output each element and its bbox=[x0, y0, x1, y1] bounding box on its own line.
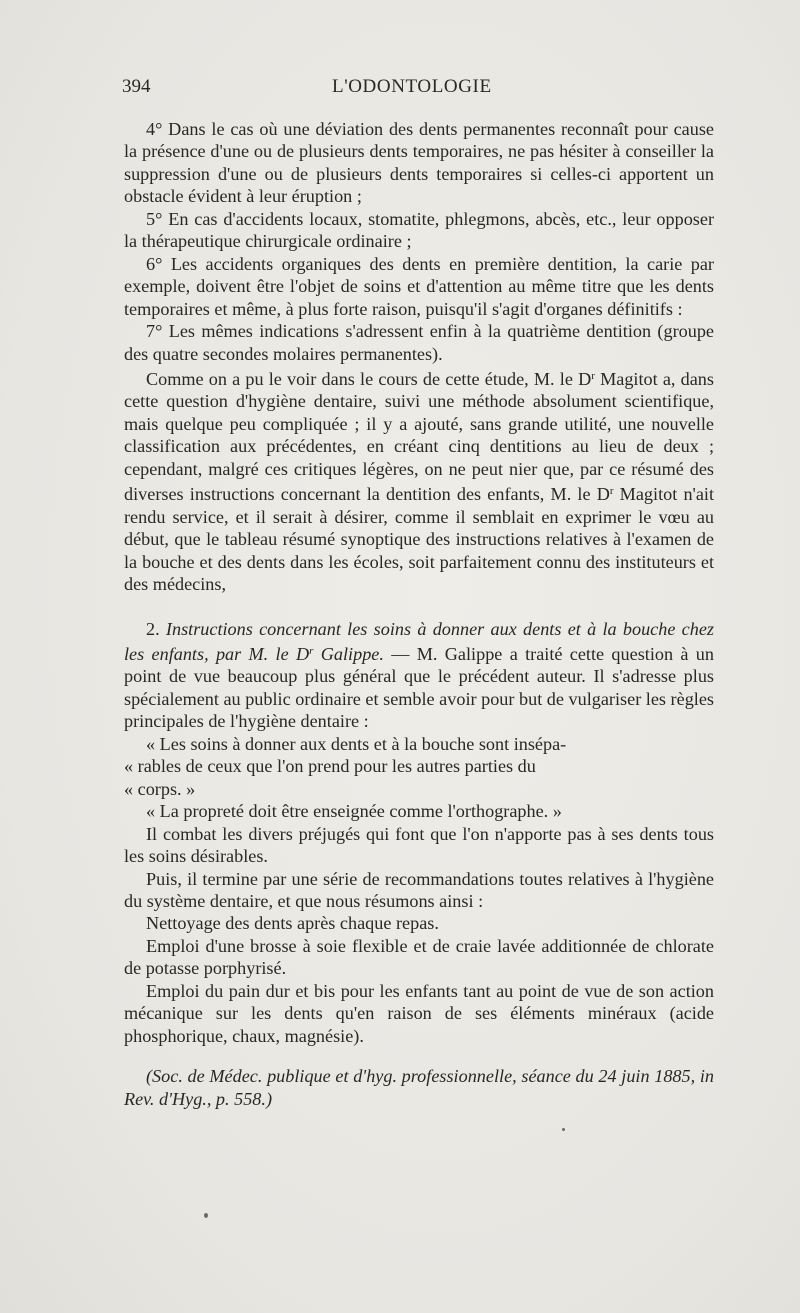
paragraph-item-6: 6° Les accidents organiques des dents en première dentition, la carie par exemple, doivent être l'objet de soins et d'attention au même titre que les dents temporaires et même, à plus forte raison, puisqu'il s'agit d'organes définitifs : bbox=[124, 253, 714, 319]
section-title-end: Galippe. bbox=[313, 643, 384, 664]
section-number: 2. bbox=[146, 618, 160, 639]
section-title: Instructions concernant les soins à donner aux dents et à la bouche chez les enfants, par M. le D bbox=[124, 618, 714, 664]
quote-line: « corps. » bbox=[124, 778, 196, 799]
citation: (Soc. de Médec. publique et d'hyg. professionnelle, séance du 24 juin 1885, in Rev. d'Hyg., p. 558.) bbox=[124, 1066, 714, 1109]
superscript: r bbox=[309, 644, 314, 657]
paragraph-item: Puis, il termine par une série de recommandations toutes relatives à l'hygiène du système dentaire, et que nous résumons ainsi : bbox=[124, 868, 714, 911]
paragraph-item-4: 4° Dans le cas où une déviation des dents permanentes reconnaît pour cause la présence d'une ou de plusieurs dents temporaires, ne pas hésiter à conseiller la suppression d'une ou de plusieurs dents temporaires si celles-ci apportent un obstacle évident à leur éruption ; bbox=[124, 119, 714, 207]
quote-line: « Les soins à donner aux dents et à la bouche sont insépa- bbox=[146, 733, 567, 754]
quote-line: « La propreté doit être enseignée comme l'orthographe. » bbox=[146, 801, 562, 822]
paragraph-item: Emploi d'une brosse à soie flexible et de craie lavée additionnée de chlorate de potasse porphyrisé. bbox=[124, 935, 714, 979]
running-title: L'ODONTOLOGIE bbox=[332, 76, 492, 97]
paragraph-item-7: 7° Les mêmes indications s'adressent enfin à la quatrième dentition (groupe des quatre secondes molaires permanentes). bbox=[124, 321, 714, 364]
body-text bbox=[124, 118, 714, 1110]
paragraph-text: Comme on a pu le voir dans le cours de cette étude, M. le D bbox=[146, 368, 592, 389]
paragraph-item: Nettoyage des dents après chaque repas. bbox=[146, 913, 439, 934]
page-header bbox=[122, 76, 714, 102]
superscript: r bbox=[609, 485, 614, 498]
paragraph-magitot-summary bbox=[124, 365, 714, 596]
page-number: 394 bbox=[122, 76, 151, 97]
superscript: r bbox=[591, 369, 595, 382]
paragraph-item: Il combat les divers préjugés qui font que l'on n'apporte pas à ses dents tous les soins désirables. bbox=[124, 823, 714, 867]
paragraph-item-5: 5° En cas d'accidents locaux, stomatite, phlegmons, abcès, etc., leur opposer la thérapeutique chirurgicale ordinaire ; bbox=[124, 208, 714, 252]
quote-line: « rables de ceux que l'on prend pour les autres parties du bbox=[124, 756, 536, 777]
paragraph-text: Magitot a, dans cette question d'hygiène dentaire, suivi une méthode absolument scientifique, mais quelque peu compliquée ; il y a ajouté, sans grande utilité, une nouvelle classification aux précédentes, en créant cinq dentitions au lieu de deux ; cependant, malgré ces critiques légères, on ne peut nier que, par ce résumé des diverses instructions concernant la dentition des enfants, M. le D bbox=[124, 368, 714, 505]
paragraph-item: Emploi du pain dur et bis pour les enfants tant au point de vue de son action mécanique sur les dents qu'en raison de ses éléments minéraux (acide phosphorique, chaux, magnésie). bbox=[124, 980, 714, 1046]
section-2-paragraph bbox=[124, 618, 714, 733]
paragraph-text: Magitot n'ait rendu service, et il serait à désirer, comme il semblait en exprimer le vœu au début, que le tableau résumé synoptique des instructions relatives à l'examen de la bouche et des dents dans les écoles, soit parfaitement connu des instituteurs et des médecins, bbox=[124, 484, 714, 595]
ink-speck bbox=[204, 1213, 208, 1218]
section-body: — M. Galippe a traité cette question à un point de vue beaucoup plus général que le précédent auteur. Il s'adresse plus spécialement au public ordinaire et semble avoir pour but de vulgariser les règles principales de l'hygiène dentaire : bbox=[124, 643, 714, 732]
ink-speck bbox=[562, 1128, 565, 1131]
